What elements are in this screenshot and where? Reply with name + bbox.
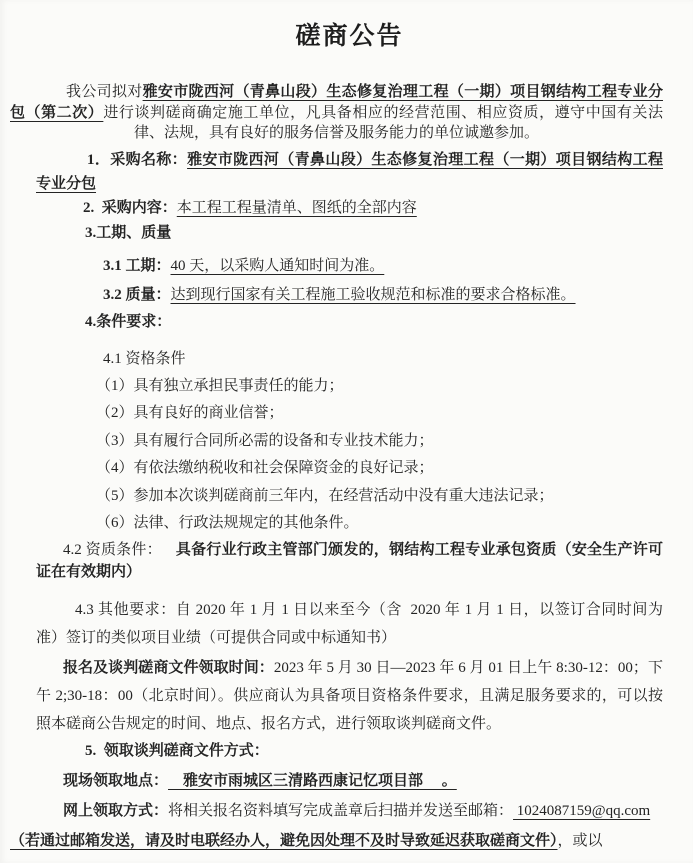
signup-time-paragraph [36,654,663,738]
item-credential-requirement [36,539,663,583]
item-duration [36,254,663,279]
item2-label: 2. 采购内容： [83,199,177,216]
item-qualification-heading: 4.1 资格条件 [103,350,186,367]
item-duration-quality-heading: 3.工期、质量 [85,224,172,241]
project-name: 雅安市陇西河（青鼻山段）生态修复治理工程（一期）项目钢结构工程专业分包（第二次） [10,84,663,121]
condition-item: （1）具有独立承担民事责任的能力； [96,377,344,394]
item4-2-label: 4.2 资质条件： [63,541,162,558]
intro-prefix: 我公司拟对 [66,84,143,100]
onsite-collection-paragraph [36,769,663,794]
condition-item: （6）法律、行政法规规定的其他条件。 [96,515,359,531]
condition-item: （2）具有良好的商业信誉； [96,405,284,421]
item-conditions-heading: 4.条件要求： [85,313,172,330]
note-paragraph [10,829,663,854]
item4-2-value: 具备行业行政主管部门颁发的，钢结构工程专业承包资质（安全生产许可证在有效期内） [36,541,663,580]
intro-rest: 进行谈判磋商确定施工单位，凡具备相应的经营范围、相应资质，遵守中国有关法律、法规，具有良好的服务信誉及服务能力的单位诚邀参加。 [103,104,663,141]
condition-item: （4）有依法缴纳税收和社会保障资金的良好记录； [96,460,434,476]
item-document-collection-heading: 5. 领取谈判磋商文件方式： [85,742,269,759]
email-address: 1024087159@qq.com [513,802,651,819]
intro-paragraph [10,82,663,144]
note-tail: ，或以 [557,832,603,849]
note-bracketed-text: （若通过邮箱发送，请及时电联经办人，避免因处理不及时导致延迟获取磋商文件） [10,832,558,849]
signup-value: 2023 年 5 月 30 日—2023 年 6 月 01 日上午 8:30-12：00；下午 2;30-18：00（北京时间）。供应商认为具备项目资格条件要求，且满足服务要求的，可以按照本磋商公告规定的时间、地点、报名方式，进行领取谈判磋商文件。 [36,659,663,732]
document-title: 磋商公告 [295,22,404,50]
item-procurement-content [36,196,663,221]
item1-value: 雅安市陇西河（青鼻山段）生态修复治理工程（一期）项目钢结构工程专业分包 [36,151,663,192]
item3-1-label: 3.1 工期： [103,257,171,274]
condition-item: （5）参加本次谈判磋商前三年内，在经营活动中没有重大违法记录； [96,487,554,504]
onsite-label: 现场领取地点： [63,772,169,789]
item3-1-value: 40 天，以采购人通知时间为准。 [170,257,385,274]
item4-3-label: 4.3 其他要求： [75,601,176,618]
onsite-address: 雅安市雨城区三清路西康记忆项目部 。 [168,772,457,789]
condition-item: （3）具有履行合同所必需的设备和专业技术能力； [96,432,434,449]
online-label: 网上领取方式： [63,802,169,819]
item-quality [36,283,663,308]
online-text: 将相关报名资料填写完成盖章后扫描并发送至邮箱： [168,802,514,819]
item3-2-label: 3.2 质量： [103,286,171,303]
item-other-requirement [36,596,663,652]
online-collection-paragraph [36,799,663,824]
item1-label: 1．采购名称： [87,151,188,168]
item2-value: 本工程工程量清单、图纸的全部内容 [176,199,417,216]
item4-3-value: 自 2020 年 1 月 1 日以来至今（含 2020 年 1 月 1 日，以签订合同时间为准）签订的类似项目业绩（可提供合同或中标通知书） [36,601,663,646]
signup-label: 报名及谈判磋商文件领取时间： [63,659,274,676]
item-procurement-name [36,148,663,196]
item3-2-value: 达到现行国家有关工程施工验收规范和标准的要求合格标准。 [170,286,576,303]
